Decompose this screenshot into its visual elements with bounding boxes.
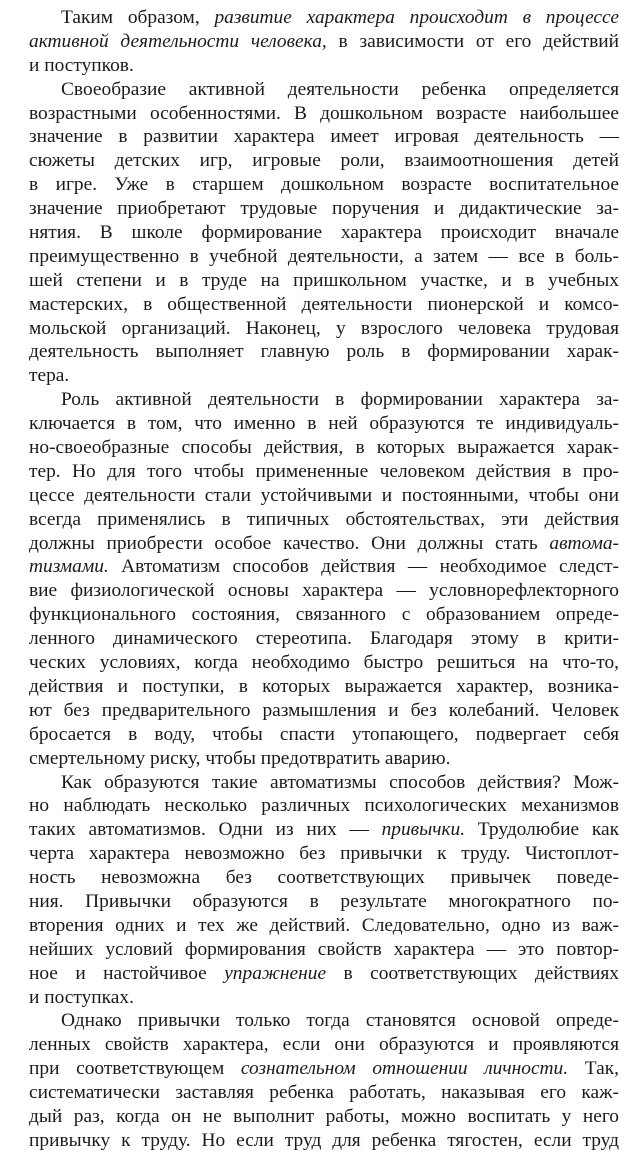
text-run: мастерских, в общественной деятельности пионерской и комсо-	[29, 293, 619, 315]
text-line	[29, 723, 619, 747]
text-run: преимущественно в учебной деятельности, а затем — все в боль-	[29, 245, 619, 267]
text-line	[29, 102, 619, 126]
text-line	[29, 54, 619, 78]
text-run: должны приобрести особое качество. Они должны стать	[29, 532, 550, 554]
text-run: Своеобразие активной деятельности ребенка определяется	[61, 78, 619, 100]
text-run: в соответствующих действиях	[326, 962, 619, 984]
text-line	[29, 627, 619, 651]
paragraph	[29, 78, 619, 389]
text-run: привычку к труду. Но если труд для ребенка тягостен, если труд	[29, 1129, 619, 1151]
text-line	[29, 651, 619, 675]
text-run: в зависимости от его действий	[326, 30, 619, 52]
text-run: дый раз, когда он не выполнит работы, можно воспитать у него	[29, 1105, 619, 1127]
text-run: нейших условий формирования свойств характера — это повтор-	[29, 938, 619, 960]
text-line	[29, 771, 619, 795]
paragraph	[29, 388, 619, 770]
text-line	[29, 914, 619, 938]
text-run: бросается в воду, чтобы спасти утопающего, подвергает себя	[29, 723, 619, 745]
text-line	[29, 962, 619, 986]
text-run: ют без предварительного размышления и без колебаний. Человек	[29, 699, 619, 721]
text-line	[29, 173, 619, 197]
text-run: Роль активной деятельности в формировании характера за-	[61, 389, 619, 411]
text-run: в игре. Уже в старшем дошкольном возрасте воспитательное	[29, 174, 619, 196]
text-line	[29, 794, 619, 818]
italic-text: упражнение	[224, 962, 327, 984]
text-line	[29, 938, 619, 962]
text-line	[29, 388, 619, 412]
text-line	[29, 364, 619, 388]
text-line	[29, 245, 619, 269]
text-line	[29, 579, 619, 603]
text-run: цессе деятельности стали устойчивыми и постоянными, чтобы они	[29, 484, 619, 506]
text-line	[29, 149, 619, 173]
text-run: таких автоматизмов. Одни из них —	[29, 819, 382, 841]
text-run: но-своеобразные способы действия, в которых выражается харак-	[29, 437, 619, 459]
text-run: но наблюдать несколько различных психологических механизмов	[29, 795, 619, 817]
text-line	[29, 1105, 619, 1129]
text-line	[29, 890, 619, 914]
text-run: шей степени и в труде на пришкольном участке, и в учебных	[29, 269, 619, 291]
text-line	[29, 78, 619, 102]
text-run: нятия. В школе формирование характера происходит вначале	[29, 222, 619, 244]
text-line	[29, 293, 619, 317]
text-run: сюжеты детских игр, игровые роли, взаимоотношения детей	[29, 150, 619, 172]
text-run: ключается в том, что именно в ней образуются те индивидуаль-	[29, 413, 619, 435]
text-run: мольской организаций. Наконец, у взрослого человека трудовая	[29, 317, 619, 339]
text-line	[29, 30, 619, 54]
text-run: тера.	[29, 365, 70, 387]
text-run: ное и настойчивое	[29, 962, 225, 984]
paragraph	[29, 6, 619, 78]
text-line	[29, 555, 619, 579]
text-run: при соответствующем	[29, 1058, 241, 1080]
text-run: черта характера невозможно без привычки к труду. Чистоплот-	[29, 843, 619, 865]
italic-text: автома-	[549, 532, 619, 554]
text-run: Как образуются такие автоматизмы способов действия? Мож-	[61, 771, 619, 793]
text-line	[29, 125, 619, 149]
text-line	[29, 1057, 619, 1081]
italic-text: сознательном отношении личности.	[240, 1058, 569, 1080]
text-line	[29, 699, 619, 723]
text-run: ленного динамического стереотипа. Благодаря этому в крити-	[29, 628, 619, 650]
text-line	[29, 484, 619, 508]
text-line	[29, 866, 619, 890]
text-run: ность невозможна без соответствующих привычек поведе-	[29, 867, 619, 889]
text-line	[29, 221, 619, 245]
text-line	[29, 675, 619, 699]
text-run: возрастными особенностями. В дошкольном возрасте наибольшее	[29, 102, 619, 124]
text-line	[29, 603, 619, 627]
italic-text: привычки.	[381, 819, 466, 841]
text-run: Автоматизм способов действия — необходимое следст-	[108, 556, 619, 578]
text-line	[29, 436, 619, 460]
text-run: ленных свойств характера, если они образуются и проявляются	[29, 1034, 619, 1056]
text-run: смертельному риску, чтобы предотвратить аварию.	[29, 747, 451, 769]
text-line	[29, 986, 619, 1010]
paragraph	[29, 1009, 619, 1152]
text-line	[29, 1009, 619, 1033]
paragraph	[29, 771, 619, 1010]
text-line	[29, 412, 619, 436]
text-run: и поступках.	[29, 986, 134, 1008]
text-run: Однако привычки только тогда становятся основой опреде-	[61, 1010, 619, 1032]
text-run: всегда применялись в типичных обстоятельствах, эти действия	[29, 508, 619, 530]
text-run: вие физиологической основы характера — условнорефлекторного	[29, 580, 619, 602]
text-line	[29, 818, 619, 842]
text-run: Таким образом,	[61, 7, 215, 28]
text-run: систематически заставляя ребенка работать, наказывая его каж-	[29, 1082, 619, 1104]
text-line	[29, 1081, 619, 1105]
text-line	[29, 460, 619, 484]
text-line	[29, 197, 619, 221]
text-run: Так,	[568, 1058, 619, 1080]
text-line	[29, 269, 619, 293]
text-line	[29, 508, 619, 532]
text-line	[29, 532, 619, 556]
text-run: значение приобретают трудовые поручения и дидактические за-	[29, 198, 619, 220]
text-run: ческих условиях, когда необходимо быстро решиться на что-то,	[29, 652, 619, 674]
text-run: и поступков.	[29, 54, 134, 76]
italic-text: активной деятельности человека,	[29, 30, 327, 52]
text-run: ния. Привычки образуются в результате многократного по-	[29, 890, 619, 912]
text-line	[29, 6, 619, 30]
document-page	[29, 6, 619, 1153]
text-line	[29, 317, 619, 341]
text-line	[29, 842, 619, 866]
text-line	[29, 340, 619, 364]
text-run: Трудолюбие как	[465, 819, 620, 841]
text-line	[29, 1129, 619, 1153]
italic-text: тизмами.	[29, 556, 109, 578]
text-line	[29, 747, 619, 771]
text-run: действия и поступки, в которых выражается характер, возника-	[29, 675, 619, 697]
text-line	[29, 1033, 619, 1057]
text-run: значение в развитии характера имеет игровая деятельность —	[29, 126, 619, 148]
text-run: деятельность выполняет главную роль в формировании харак-	[29, 341, 619, 363]
text-run: тер. Но для того чтобы примененные человеком действия в про-	[29, 460, 619, 482]
text-run: вторения одних и тех же действий. Следовательно, одно из важ-	[29, 914, 619, 936]
text-run: функционального состояния, связанного с образованием опреде-	[29, 604, 619, 626]
italic-text: развитие характера происходит в процессе	[214, 7, 619, 28]
